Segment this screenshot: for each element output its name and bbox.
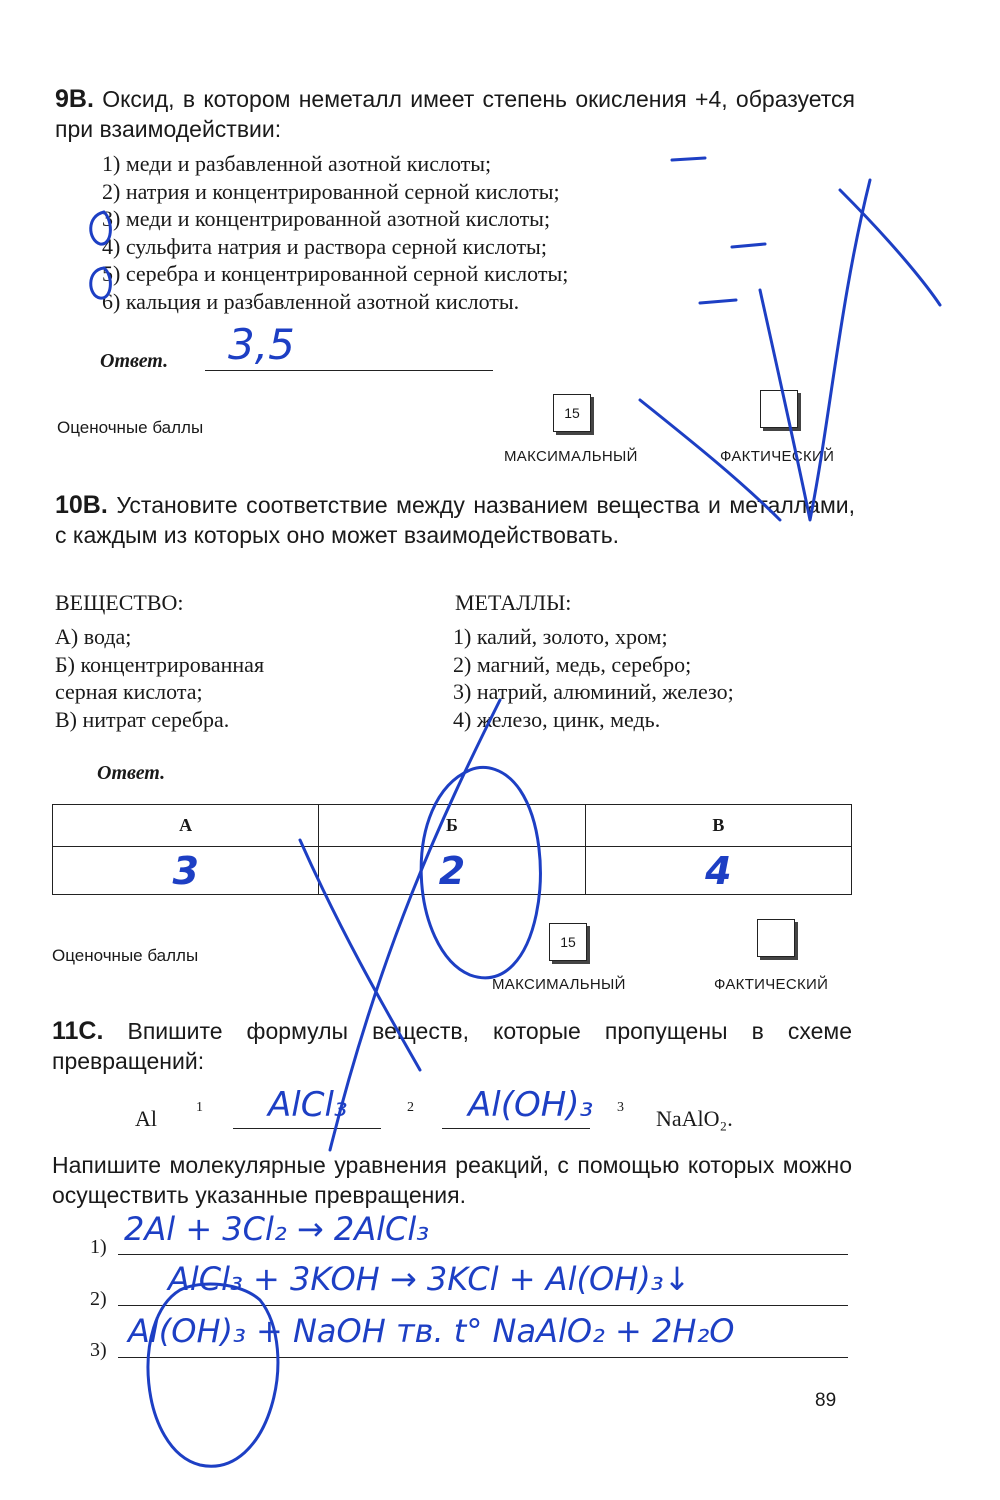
handwritten-equation-2: AlCl₃ + 3KOH → 3KCl + Al(OH)₃↓ (168, 1260, 691, 1298)
handwritten-equation-3: Al(OH)₃ + NaOH тв. t° NaAlO₂ + 2H₂O (128, 1312, 735, 1350)
equation-line-3[interactable] (118, 1357, 848, 1358)
table-header-v: В (585, 805, 851, 847)
task-11-question (52, 1016, 852, 1076)
task-11-text: Впишите формулы веществ, которые пропущены в схеме превращений: (52, 1018, 853, 1074)
task-9-handwritten-answer: 3,5 (228, 320, 295, 369)
task-9-number: 9В. (55, 85, 94, 113)
actual-score-caption: ФАКТИЧЕСКИЙ (720, 448, 835, 465)
line-number: 3) (90, 1339, 107, 1361)
arrow-number: 3 (617, 1100, 624, 1115)
handwritten-answer-b: 2 (438, 848, 466, 893)
task-10-answer-label: Ответ. (97, 762, 166, 784)
task-11-instruction: Напишите молекулярные уравнения реакций, с помощью которых можно осуществить указанные превращения. (52, 1152, 852, 1208)
check-mark (840, 190, 940, 305)
metals-item: 4) железо, цинк, медь. (453, 706, 661, 732)
dash-mark (732, 244, 765, 247)
substance-item: Б) концентрированная (55, 651, 265, 677)
handwritten-answer-v: 4 (705, 848, 732, 893)
actual-score-box[interactable] (757, 919, 795, 957)
actual-score-box[interactable] (760, 390, 798, 428)
task-9-option: 3) меди и концентрированной азотной кислоты; (102, 206, 551, 231)
answer-table (52, 804, 852, 895)
equation-line-2[interactable] (118, 1305, 848, 1306)
task-9-option: 1) меди и разбавленной азотной кислоты; (102, 151, 492, 176)
handwritten-equation-1: 2Al + 3Cl₂ → 2AlCl₃ (124, 1210, 430, 1248)
metals-item: 3) натрий, алюминий, железо; (453, 679, 734, 704)
dash-mark (700, 300, 736, 303)
substance-item: А) вода; (55, 624, 132, 649)
task-11-number: 11С. (52, 1017, 104, 1045)
task-9-answer-line (205, 370, 493, 371)
task-9-options (102, 150, 568, 315)
metals-list (453, 623, 734, 733)
substance-list (55, 623, 264, 733)
line-number: 1) (90, 1236, 107, 1258)
task-10-number: 10В. (55, 491, 108, 519)
task-10-text: Установите соответствие между названием вещества и металлами, с каждым из которых оно может взаимодействовать. (55, 492, 856, 548)
max-score-box: 15 (549, 923, 587, 961)
handwritten-blank-1: AlCl₃ (268, 1085, 348, 1125)
table-answer-cell[interactable] (585, 847, 851, 895)
scheme-start: Al (135, 1106, 157, 1131)
handwritten-blank-2: Al(OH)₃ (468, 1085, 594, 1125)
max-score-caption: МАКСИМАЛЬНЫЙ (492, 976, 626, 993)
substance-item: В) нитрат серебра. (55, 706, 230, 732)
task-9-answer-label: Ответ. (100, 350, 169, 372)
max-score-caption: МАКСИМАЛЬНЫЙ (504, 448, 638, 465)
task-9-text: Оксид, в котором неметалл имеет степень окисления +4, образуется при взаимодействии: (55, 86, 856, 142)
table-answer-cell[interactable] (53, 847, 319, 895)
arrow-number: 2 (407, 1100, 414, 1115)
task-9-option: 5) серебра и концентрированной серной кислоты; (102, 261, 569, 286)
arrow-number: 1 (196, 1100, 203, 1115)
score-label: Оценочные баллы (57, 418, 204, 437)
scheme-blank-2[interactable] (442, 1128, 590, 1129)
substance-item: серная кислота; (55, 679, 203, 704)
max-score-box: 15 (553, 394, 591, 432)
task-9-question (55, 84, 855, 144)
page-number: 89 (815, 1390, 837, 1411)
metals-item: 2) магний, медь, серебро; (453, 651, 692, 677)
metals-item: 1) калий, золото, хром; (453, 624, 668, 649)
scheme-end: NaAlO₂. (656, 1106, 733, 1131)
check-mark (760, 180, 870, 520)
dash-mark (672, 158, 705, 160)
table-header-a: А (53, 805, 319, 847)
substance-column-title: ВЕЩЕСТВО: (55, 590, 184, 615)
actual-score-caption: ФАКТИЧЕСКИЙ (714, 976, 829, 993)
metals-column-title: МЕТАЛЛЫ: (455, 590, 572, 615)
scheme-blank-1[interactable] (233, 1128, 381, 1129)
task-9-option: 2) натрия и концентрированной серной кислоты; (102, 178, 560, 204)
task-10-question (55, 490, 855, 550)
line-number: 2) (90, 1288, 107, 1310)
equation-line-1[interactable] (118, 1254, 848, 1255)
task-9-option: 4) сульфита натрия и раствора серной кислоты; (102, 233, 547, 259)
handwritten-answer-a: 3 (172, 848, 199, 893)
score-label: Оценочные баллы (52, 946, 199, 965)
table-answer-cell[interactable] (319, 847, 585, 895)
stroke-mark (330, 700, 500, 1150)
table-header-b: Б (319, 805, 585, 847)
task-9-option: 6) кальция и разбавленной азотной кислоты. (102, 288, 520, 314)
